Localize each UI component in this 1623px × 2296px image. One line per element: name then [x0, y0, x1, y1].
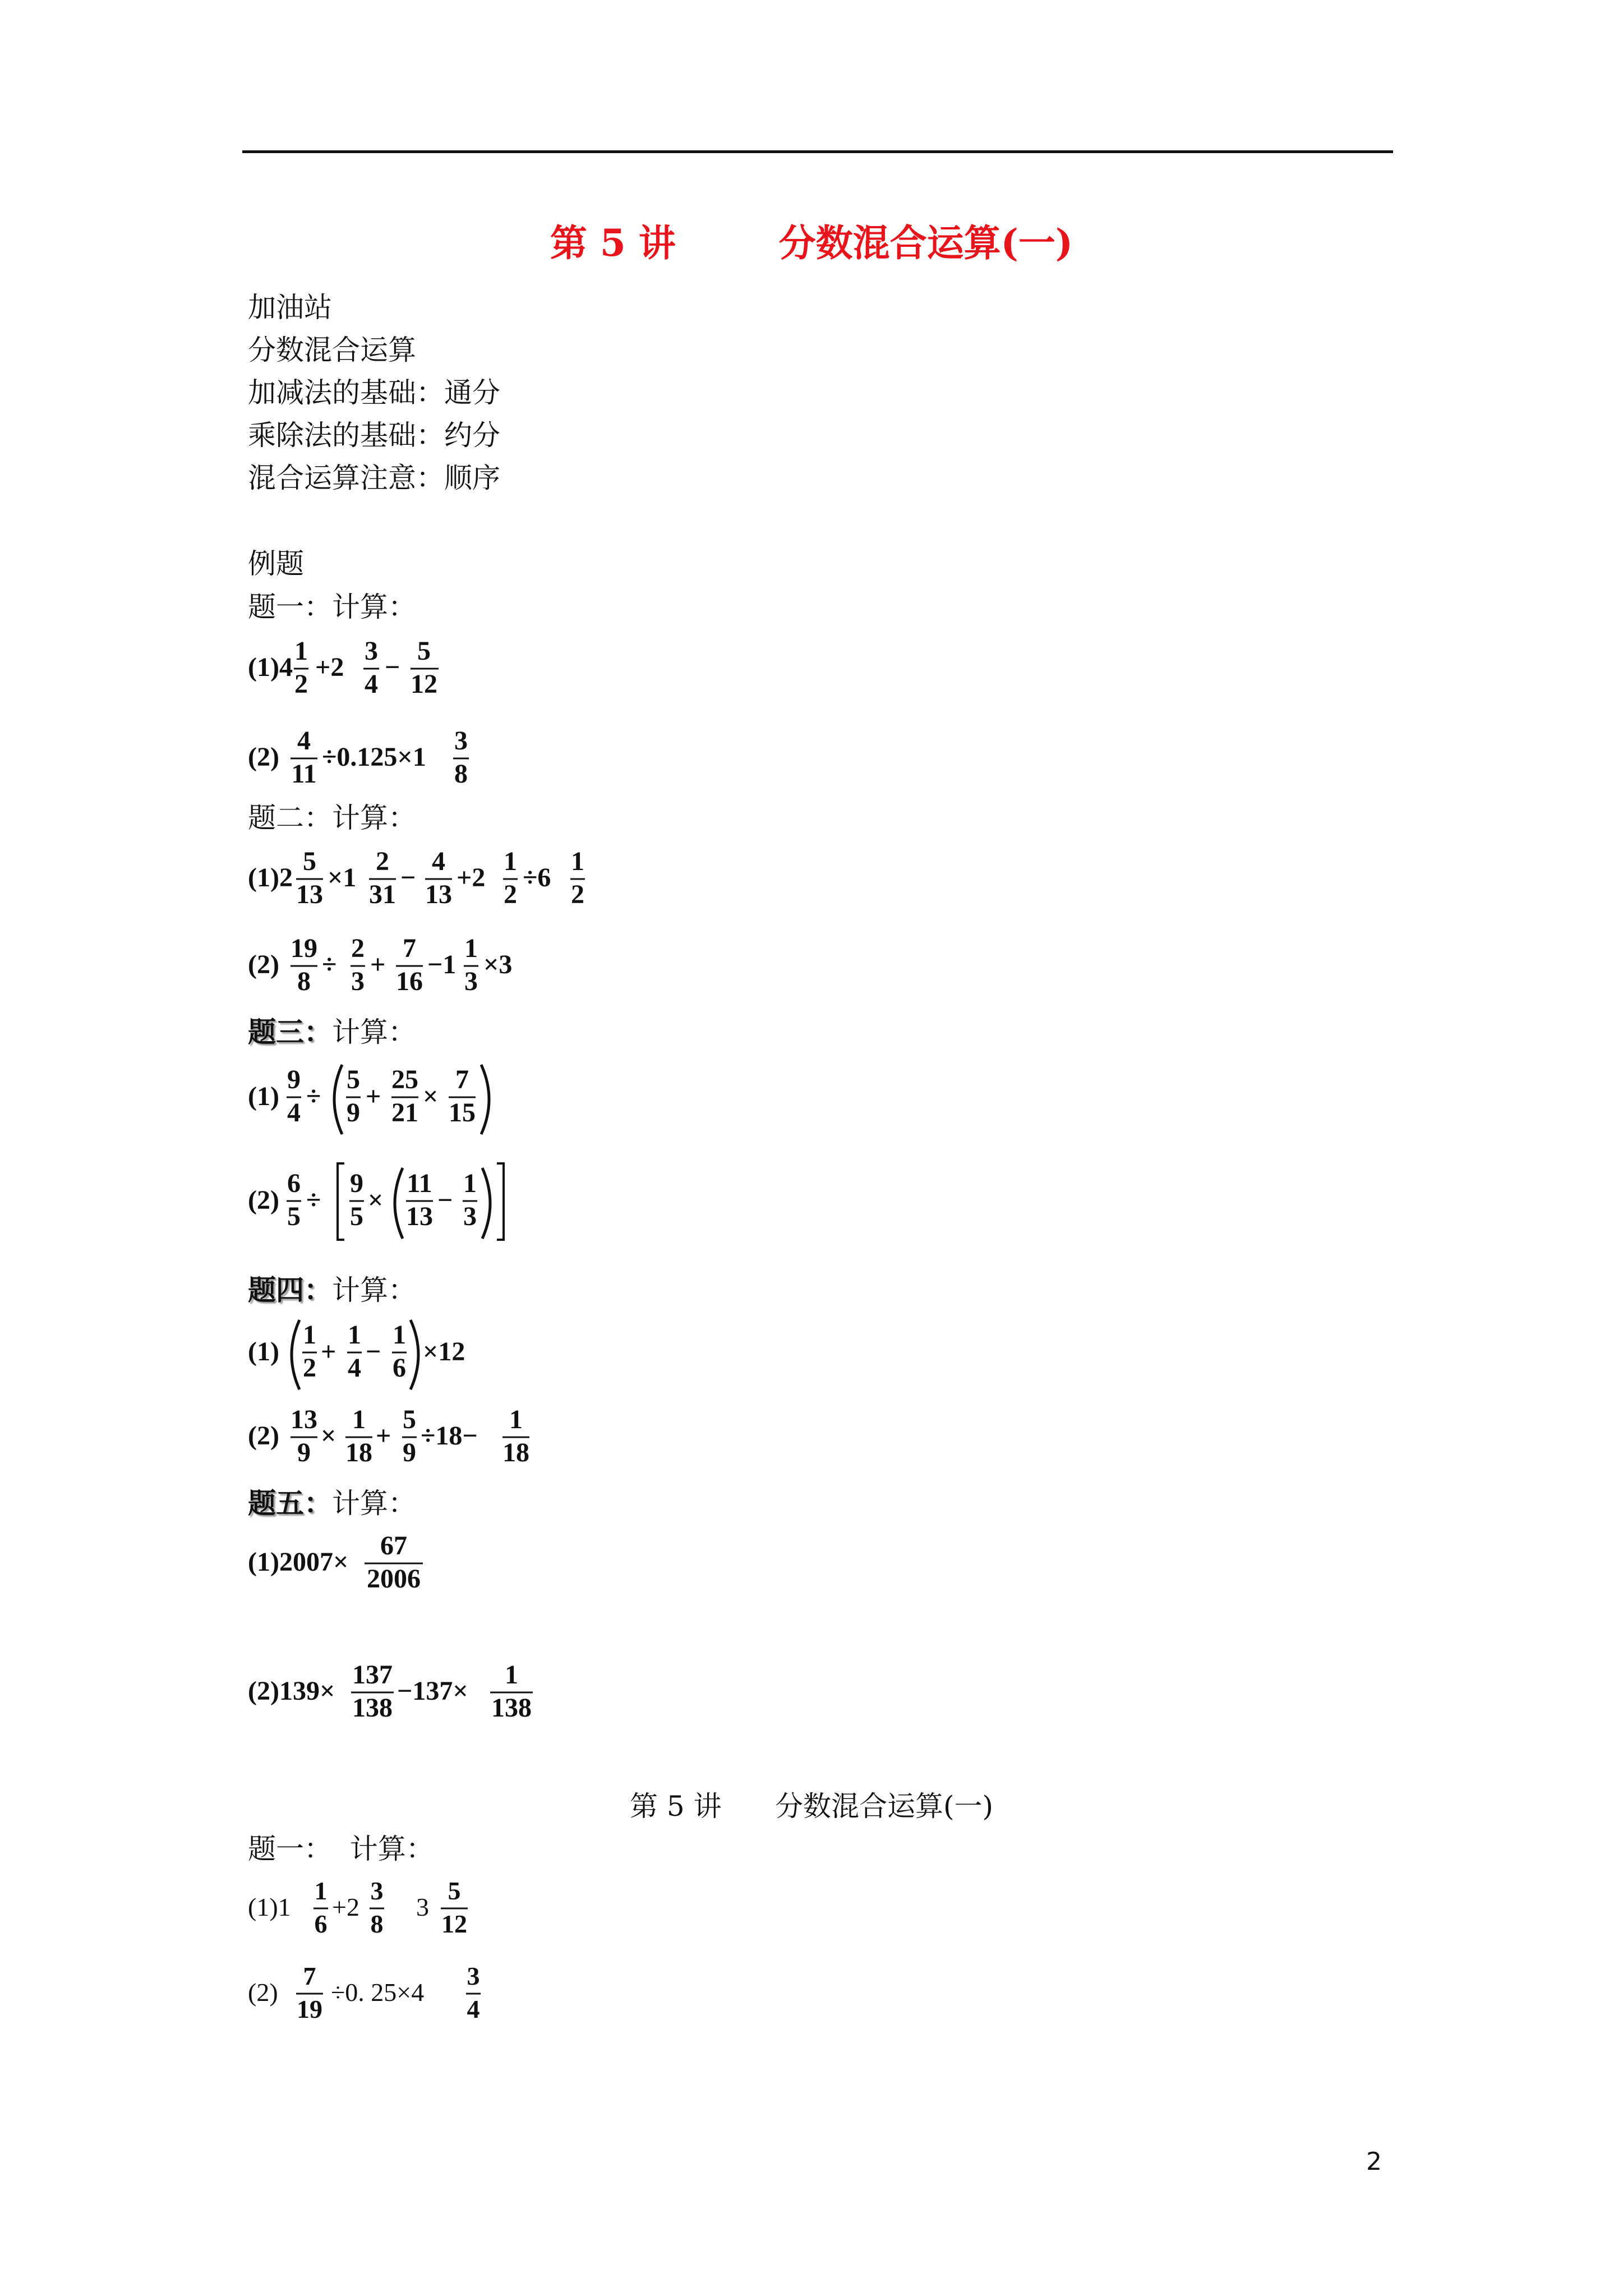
svg-text:5: 5 — [350, 1202, 363, 1231]
svg-text:21: 21 — [391, 1098, 418, 1128]
svg-text:÷18−: ÷18− — [421, 1421, 478, 1451]
svg-text:5: 5 — [417, 636, 431, 666]
q5-part1-expression — [248, 1523, 483, 1607]
svg-text:138: 138 — [352, 1693, 393, 1723]
question-4-text: 计算： — [332, 1274, 416, 1306]
question-5-tag: 题五： — [248, 1487, 332, 1520]
svg-text:8: 8 — [370, 1910, 384, 1938]
svg-text:−137×: −137× — [397, 1676, 468, 1706]
svg-text:1: 1 — [314, 1876, 328, 1905]
svg-text:1: 1 — [464, 933, 478, 963]
svg-text:4: 4 — [365, 669, 378, 699]
svg-text:5: 5 — [403, 1405, 416, 1434]
intro-line: 混合运算注意：顺序 — [248, 462, 500, 494]
svg-text:÷6: ÷6 — [523, 863, 551, 892]
svg-text:11: 11 — [291, 759, 317, 789]
svg-text:−: − — [437, 1185, 453, 1215]
svg-text:(2): (2) — [248, 1978, 278, 2007]
svg-text:18: 18 — [345, 1438, 372, 1467]
svg-text:25: 25 — [391, 1065, 418, 1094]
question-3-label — [248, 1010, 416, 1050]
svg-text:2: 2 — [351, 933, 365, 963]
svg-text:18: 18 — [502, 1438, 529, 1467]
exercise-part1-expression — [248, 1868, 483, 1952]
svg-text:+: + — [321, 1337, 336, 1366]
svg-text:6: 6 — [287, 1168, 301, 1198]
svg-text:19: 19 — [297, 1995, 322, 2023]
svg-text:1: 1 — [504, 846, 517, 876]
svg-text:1: 1 — [348, 1320, 361, 1350]
svg-text:13: 13 — [425, 880, 452, 909]
svg-text:+: + — [366, 1082, 381, 1111]
svg-text:19: 19 — [291, 933, 317, 963]
svg-text:5: 5 — [448, 1876, 461, 1905]
svg-text:5: 5 — [287, 1202, 301, 1231]
svg-text:6: 6 — [314, 1910, 328, 1938]
q4-part2-expression — [248, 1397, 562, 1481]
svg-text:−: − — [385, 652, 400, 682]
svg-text:5: 5 — [303, 846, 316, 876]
q2-part2-expression — [248, 926, 562, 1010]
svg-text:(1)2007×: (1)2007× — [248, 1547, 349, 1577]
svg-text:9: 9 — [347, 1098, 360, 1128]
svg-text:−: − — [366, 1337, 381, 1366]
svg-text:(1): (1) — [248, 1082, 279, 1111]
svg-text:+: + — [376, 1421, 391, 1451]
svg-text:7: 7 — [303, 1962, 316, 1990]
svg-text:3: 3 — [463, 1202, 477, 1231]
svg-text:(2): (2) — [248, 1185, 279, 1215]
svg-text:67: 67 — [380, 1531, 407, 1561]
svg-text:13: 13 — [291, 1405, 317, 1434]
svg-text:4: 4 — [467, 1995, 480, 2023]
svg-text:(1)2: (1)2 — [248, 863, 293, 892]
svg-text:×: × — [368, 1185, 384, 1215]
svg-text:8: 8 — [454, 759, 468, 789]
svg-text:4: 4 — [287, 1098, 301, 1128]
svg-text:9: 9 — [350, 1168, 363, 1198]
svg-text:÷: ÷ — [306, 1082, 321, 1111]
svg-text:÷: ÷ — [306, 1185, 321, 1215]
svg-text:2: 2 — [504, 880, 517, 909]
page-number: 2 — [1366, 2147, 1382, 2176]
svg-text:1: 1 — [393, 1320, 406, 1350]
examples-heading: 例题 — [248, 547, 304, 580]
svg-text:11: 11 — [407, 1168, 432, 1198]
svg-text:×: × — [321, 1421, 336, 1451]
exercise-question-1-label: 题一： 计算： — [248, 1833, 434, 1865]
svg-text:1: 1 — [294, 636, 308, 666]
svg-text:8: 8 — [297, 967, 311, 996]
q3-part1-expression — [248, 1055, 517, 1144]
svg-text:13: 13 — [296, 880, 323, 909]
svg-text:÷0. 25×4: ÷0. 25×4 — [331, 1978, 425, 2007]
svg-text:−: − — [400, 863, 416, 892]
svg-text:×12: ×12 — [423, 1337, 465, 1366]
header-rule — [242, 150, 1393, 153]
svg-text:1: 1 — [303, 1320, 316, 1350]
svg-text:1: 1 — [352, 1405, 366, 1434]
svg-text:1: 1 — [571, 846, 584, 876]
svg-text:2: 2 — [376, 846, 389, 876]
svg-text:137: 137 — [352, 1660, 393, 1690]
svg-text:3: 3 — [370, 1876, 384, 1905]
svg-text:×: × — [423, 1082, 439, 1111]
svg-text:(2): (2) — [248, 950, 279, 979]
svg-text:15: 15 — [449, 1098, 476, 1128]
svg-text:3: 3 — [351, 967, 365, 996]
svg-text:1: 1 — [463, 1168, 477, 1198]
svg-text:+2: +2 — [457, 863, 486, 892]
question-1-label: 题一：计算： — [248, 591, 416, 623]
svg-text:+: + — [370, 950, 386, 979]
page-title: 第 5 讲 分数混合运算(一) — [550, 221, 1073, 265]
svg-text:(1)4: (1)4 — [248, 652, 293, 682]
question-4-label — [248, 1268, 416, 1308]
svg-text:(2)139×: (2)139× — [248, 1676, 335, 1706]
svg-text:2006: 2006 — [367, 1564, 421, 1594]
q1-part2-expression — [248, 718, 500, 802]
svg-text:3: 3 — [464, 967, 478, 996]
q3-part2-expression — [248, 1156, 528, 1251]
svg-text:7: 7 — [455, 1065, 469, 1094]
svg-text:6: 6 — [393, 1353, 406, 1383]
svg-text:9: 9 — [297, 1438, 311, 1467]
svg-text:(2): (2) — [248, 1421, 279, 1451]
svg-text:3: 3 — [365, 636, 378, 666]
svg-text:4: 4 — [297, 726, 311, 756]
intro-line: 加减法的基础：通分 — [248, 376, 500, 409]
q5-part2-expression — [248, 1652, 562, 1736]
q2-part1-expression — [248, 839, 607, 923]
q1-part1-expression — [248, 628, 461, 712]
svg-text:4: 4 — [432, 846, 445, 876]
svg-text:31: 31 — [369, 880, 396, 909]
svg-text:×3: ×3 — [483, 950, 513, 979]
svg-text:4: 4 — [348, 1353, 361, 1383]
svg-text:+2: +2 — [315, 652, 344, 682]
svg-text:12: 12 — [411, 669, 437, 699]
svg-text:3: 3 — [467, 1962, 480, 1990]
q4-part1-expression — [248, 1310, 506, 1400]
svg-text:1: 1 — [509, 1405, 523, 1434]
question-5-label — [248, 1481, 416, 1521]
svg-text:(1): (1) — [248, 1337, 279, 1366]
svg-text:9: 9 — [287, 1065, 301, 1094]
svg-text:12: 12 — [441, 1910, 467, 1938]
svg-text:2: 2 — [294, 669, 308, 699]
svg-text:1: 1 — [505, 1660, 518, 1690]
svg-text:×1: ×1 — [328, 863, 357, 892]
svg-text:7: 7 — [403, 933, 416, 963]
exercise-title: 第 5 讲 分数混合运算(一) — [630, 1790, 993, 1823]
svg-text:5: 5 — [347, 1065, 360, 1094]
svg-text:3: 3 — [454, 726, 468, 756]
svg-text:2: 2 — [571, 880, 584, 909]
intro-line: 分数混合运算 — [248, 334, 416, 366]
question-5-text: 计算： — [332, 1487, 416, 1520]
svg-text:16: 16 — [396, 967, 423, 996]
svg-text:÷0.125×1: ÷0.125×1 — [322, 742, 426, 772]
intro-line: 乘除法的基础：约分 — [248, 419, 500, 452]
svg-text:3: 3 — [416, 1893, 429, 1921]
svg-text:9: 9 — [403, 1438, 416, 1467]
svg-text:138: 138 — [491, 1693, 532, 1723]
question-3-tag: 题三： — [248, 1015, 332, 1048]
question-2-label: 题二：计算： — [248, 802, 416, 834]
svg-text:+2: +2 — [332, 1893, 359, 1921]
svg-text:(1)1: (1)1 — [248, 1893, 291, 1921]
exercise-part2-expression — [248, 1953, 517, 2037]
svg-text:(2): (2) — [248, 742, 279, 772]
intro-heading: 加油站 — [248, 291, 332, 324]
svg-text:−1: −1 — [427, 950, 457, 979]
question-4-tag: 题四： — [248, 1273, 332, 1306]
svg-text:2: 2 — [303, 1353, 316, 1383]
svg-text:÷: ÷ — [322, 950, 337, 979]
question-3-text: 计算： — [332, 1016, 416, 1048]
svg-text:13: 13 — [406, 1202, 433, 1231]
